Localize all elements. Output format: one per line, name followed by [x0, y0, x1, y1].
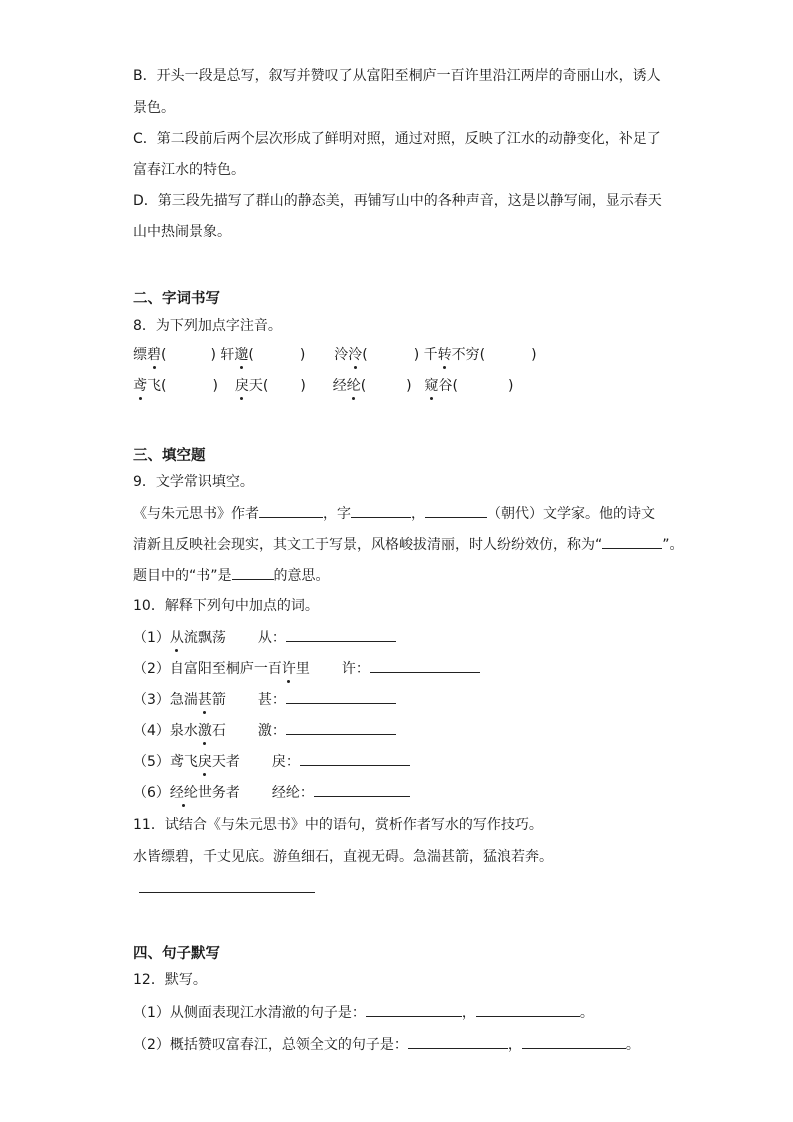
pinyin-item: 缥碧( ): [133, 347, 216, 363]
answer-blank[interactable]: [425, 503, 487, 518]
answer-blank[interactable]: [366, 1002, 462, 1017]
option-d-line1: D．第三段先描写了群山的静态美，再铺写山中的各种声音，这是以静写闹，显示春天: [133, 193, 662, 209]
answer-blank[interactable]: [286, 689, 396, 704]
q10-item: （4）泉水激石 激：: [133, 720, 396, 741]
option-b-line2: 景色。: [133, 100, 175, 116]
pinyin-item: 窥谷( ): [424, 378, 514, 394]
q11-text: 水皆缥碧，千丈见底。游鱼细石，直视无碍。急湍甚箭，猛浪若奔。: [133, 849, 553, 865]
answer-blank[interactable]: [602, 534, 662, 549]
answer-blank[interactable]: [232, 565, 274, 580]
answer-blank[interactable]: [408, 1034, 508, 1049]
option-d-line2: 山中热闹景象。: [133, 224, 231, 240]
answer-blank[interactable]: [286, 720, 396, 735]
q10-prompt: 10．解释下列句中加点的词。: [133, 598, 319, 614]
pinyin-item: 轩邈( ): [220, 347, 306, 363]
option-b-line1: B．开头一段是总写，叙写并赞叹了从富阳至桐庐一百许里沿江两岸的奇丽山水，诱人: [133, 68, 661, 84]
answer-blank[interactable]: [300, 751, 410, 766]
q10-item: （2）自富阳至桐庐一百许里 许：: [133, 658, 480, 679]
option-c-line2: 富春江水的特色。: [133, 162, 245, 178]
q12-prompt: 12．默写。: [133, 972, 207, 988]
q9-line3: 题目中的“书”是 的意思。: [133, 565, 330, 586]
q10-item: （6）经纶世务者 经纶：: [133, 782, 410, 803]
q12-item-1: （1）从侧面表现江水清澈的句子是： ， 。: [133, 1002, 594, 1023]
pinyin-item: 鸢飞( ): [133, 378, 218, 394]
section4-heading: 四、句子默写: [133, 946, 220, 962]
answer-line[interactable]: [139, 892, 315, 893]
q8-prompt: 8．为下列加点字注音。: [133, 318, 282, 334]
q10-item: （3）急湍甚箭 甚：: [133, 689, 396, 710]
answer-blank[interactable]: [259, 503, 323, 518]
q8-row2: [133, 376, 513, 396]
option-c-line1: C．第二段前后两个层次形成了鲜明对照，通过对照，反映了江水的动静变化，补足了: [133, 131, 661, 147]
q10-item: （1）从流飘荡 从：: [133, 627, 396, 648]
pinyin-item: 泠泠( ): [334, 347, 420, 363]
q9-line1: 《与朱元思书》作者 ，字 ， （朝代）文学家。他的诗文: [133, 503, 655, 524]
answer-blank[interactable]: [476, 1002, 580, 1017]
pinyin-item: 戾天( ): [234, 378, 306, 394]
answer-blank[interactable]: [314, 782, 410, 797]
q10-item: （5）鸢飞戾天者 戾：: [133, 751, 410, 772]
q12-item-2: （2）概括赞叹富春江，总领全文的句子是： ， 。: [133, 1034, 640, 1055]
pinyin-item: 经纶( ): [332, 378, 412, 394]
q9-line2: 清新且反映社会现实，其文工于写景，风格峻拔清丽，时人纷纷效仿，称为“ ”。: [133, 534, 684, 555]
q9-prompt: 9．文学常识填空。: [133, 474, 254, 490]
section2-heading: 二、字词书写: [133, 291, 220, 307]
answer-blank[interactable]: [370, 658, 480, 673]
q11-prompt: 11．试结合《与朱元思书》中的语句，赏析作者写水的写作技巧。: [133, 817, 543, 833]
answer-blank[interactable]: [351, 503, 411, 518]
answer-blank[interactable]: [286, 627, 396, 642]
pinyin-item: 千转不穷( ): [423, 347, 537, 363]
section3-heading: 三、填空题: [133, 448, 206, 464]
q8-row1: [133, 345, 537, 365]
answer-blank[interactable]: [522, 1034, 626, 1049]
